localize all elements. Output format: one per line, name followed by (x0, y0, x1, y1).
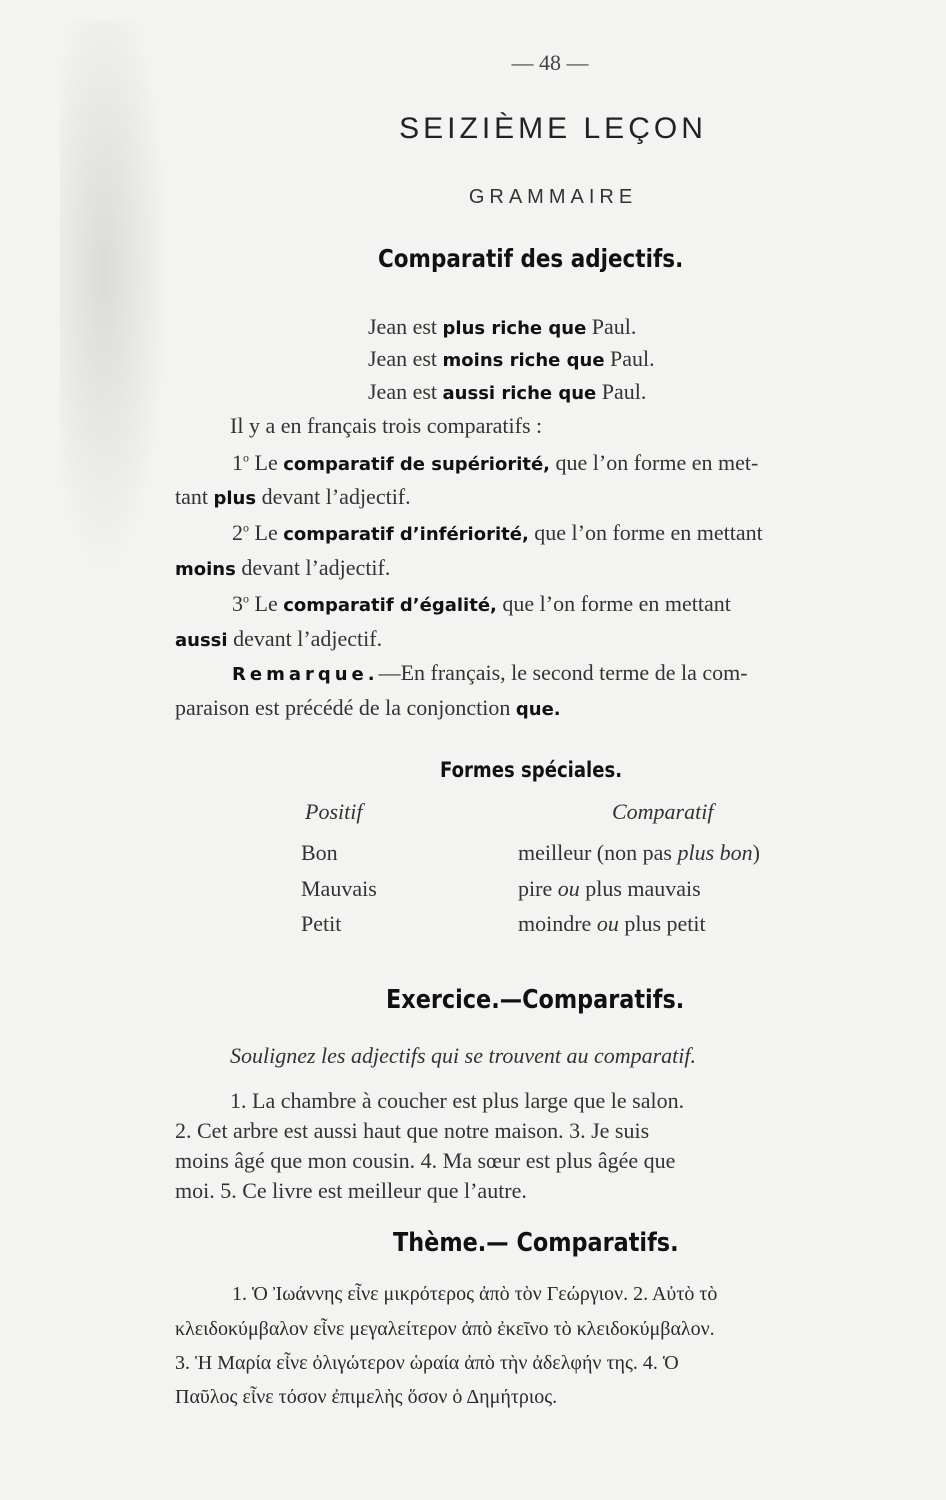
positif-cell: Petit (301, 911, 342, 936)
example-line: Jean est aussi riche que Paul. (368, 379, 647, 404)
theme-line: κλειδοκύμβαλον εἶνε μεγαλείτερον ἀπὸ ἐκεῖνο τὸ κλειδοκύμβαλον. (175, 1318, 715, 1340)
rule-line: tant plus devant l’adjectif. (175, 484, 411, 509)
theme-line: 3. Ἡ Μαρία εἶνε ὀλιγώτερον ὡραία ἀπὸ τὴν ἀδελφήν της. 4. Ὁ (175, 1352, 679, 1374)
positif-cell: Mauvais (301, 876, 377, 901)
section-label: GRAMMAIRE (468, 186, 638, 208)
example-line: Jean est moins riche que Paul. (368, 346, 655, 371)
comparatif-cell: pire ou plus mauvais (518, 876, 701, 901)
comparatif-cell: meilleur (non pas plus bon) (518, 840, 760, 865)
example-line: Jean est plus riche que Paul. (368, 314, 637, 339)
exercice-line: 2. Cet arbre est aussi haut que notre maison. 3. Je suis (175, 1118, 650, 1143)
positif-header: Positif (305, 799, 363, 824)
rule-line: moins devant l’adjectif. (175, 555, 391, 580)
remark-line: paraison est précédé de la conjonction que. (175, 695, 561, 720)
exercice-line: moins âgé que mon cousin. 4. Ma sœur est plus âgée que (175, 1148, 676, 1173)
comparatif-cell: moindre ou plus petit (518, 911, 706, 936)
grammar-title: Comparatif des adjectifs. (378, 244, 684, 273)
remark-line: Remarque.—En français, le second terme de la com- (232, 660, 748, 685)
theme-line: Παῦλος εἶνε τόσον ἐπιμελὴς ὅσον ὁ Δημήτριος. (175, 1386, 558, 1408)
theme-title: Thème.— Comparatifs. (393, 1228, 679, 1258)
rule-line: 2$^o$ Le comparatif d’infériorité, que l’on forme en mettant (232, 520, 763, 545)
page-number: — 48 — (511, 50, 589, 75)
comparatif-header: Comparatif (612, 799, 714, 824)
rule-line: 3$^o$ Le comparatif d’égalité, que l’on forme en mettant (232, 591, 731, 616)
grammar-intro: Il y a en français trois comparatifs : (230, 413, 543, 438)
exercice-title: Exercice.—Comparatifs. (386, 985, 685, 1015)
page-bleed-shadow (60, 20, 170, 580)
rule-line: aussi devant l’adjectif. (175, 626, 383, 651)
exercice-instruction: Soulignez les adjectifs qui se trouvent au comparatif. (230, 1043, 697, 1068)
theme-line: 1. Ὁ Ἰωάννης εἶνε μικρότερος ἀπὸ τὸν Γεώργιον. 2. Αὐτὸ τὸ (232, 1283, 718, 1305)
positif-cell: Bon (301, 840, 338, 865)
lesson-title: SEIZIÈME LEÇON (399, 112, 707, 145)
exercice-line: 1. La chambre à coucher est plus large que le salon. (230, 1088, 685, 1113)
exercice-line: moi. 5. Ce livre est meilleur que l’autre. (175, 1178, 527, 1203)
formes-title: Formes spéciales. (440, 758, 623, 782)
rule-line: 1$^o$ Le comparatif de supériorité, que l’on forme en met- (232, 450, 759, 475)
